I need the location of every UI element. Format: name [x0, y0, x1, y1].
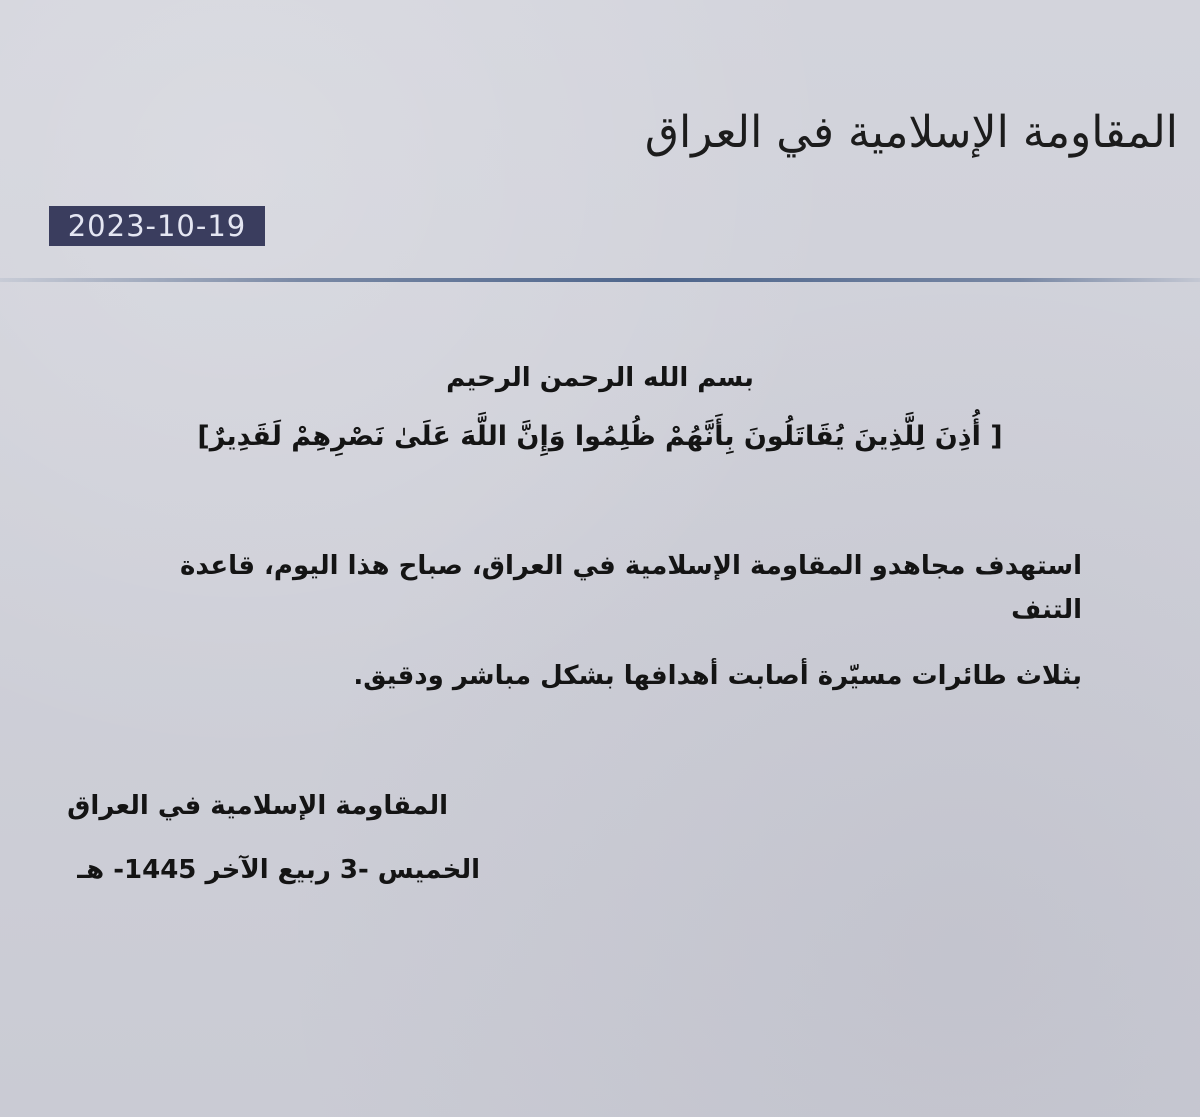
signature-block	[60, 786, 480, 890]
header-divider	[0, 278, 1200, 282]
quran-verse: [ أُذِنَ لِلَّذِينَ يُقَاتَلُونَ بِأَنَّهُمْ ظُلِمُوا وَإِنَّ اللَّهَ عَلَىٰ نَصْرِهِمْ لَقَدِيرٌ]	[197, 421, 1003, 452]
date-badge: 2023-10-19	[49, 206, 265, 246]
statement-line-2: بثلاث طائرات مسيّرة أصابت أهدافها بشكل مباشر ودقيق.	[353, 661, 1082, 691]
basmala: بسم الله الرحمن الرحيم	[446, 363, 754, 393]
signature-organization: المقاومة الإسلامية في العراق	[67, 791, 448, 821]
organization-logo: المقاومة الإسلامية في العراق	[644, 107, 1178, 158]
signature-date: الخميس -3 ربيع الآخر 1445- هـ	[77, 855, 480, 885]
statement-body	[142, 544, 1082, 720]
statement-line-1: استهدف مجاهدو المقاومة الإسلامية في العراق، صباح هذا اليوم، قاعدة التنف	[180, 551, 1082, 625]
